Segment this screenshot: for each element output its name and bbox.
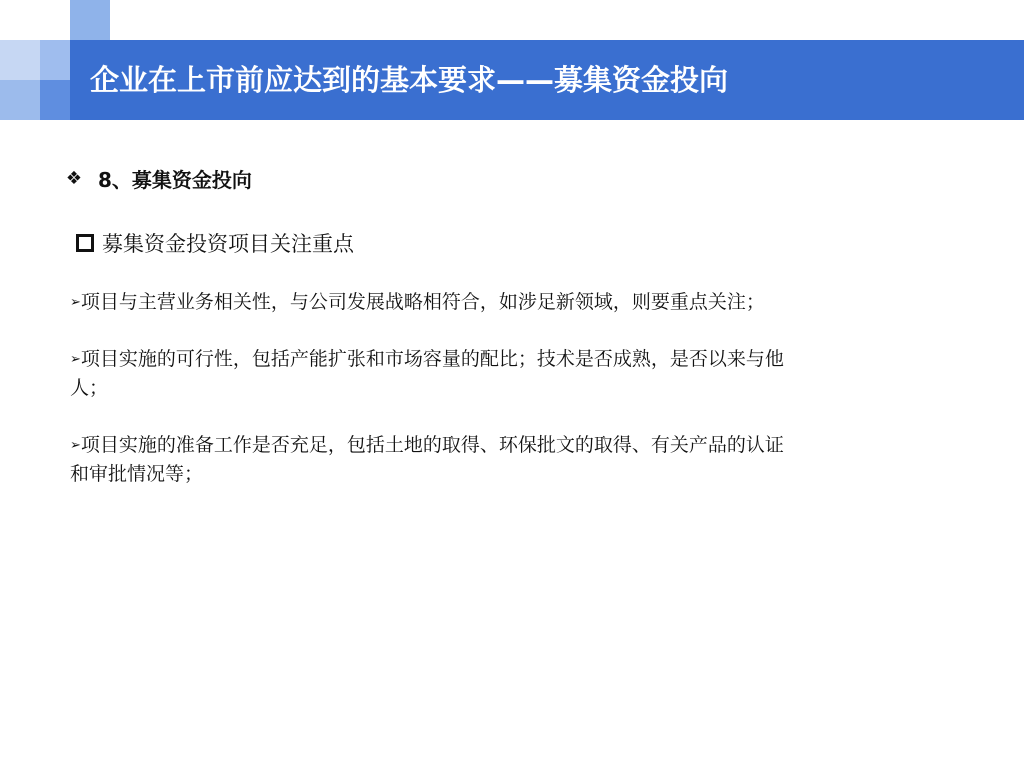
section-heading (64, 164, 252, 193)
bullet-text: 项目与主营业务相关性，与公司发展战略相符合，如涉足新领域，则要重点关注； (80, 291, 765, 313)
decorative-square (40, 80, 70, 120)
decorative-square (0, 40, 40, 80)
decorative-square (40, 40, 70, 80)
subheading (76, 228, 354, 258)
subheading-text: 募集资金投资项目关注重点 (102, 232, 354, 256)
list-item (70, 345, 802, 403)
bullet-text: 项目实施的可行性，包括产能扩张和市场容量的配比；技术是否成熟，是否以来与他人； (70, 348, 784, 399)
section-title: 8、募集资金投向 (98, 168, 252, 192)
decorative-square (70, 0, 110, 40)
slide-title: 企业在上市前应达到的基本要求——募集资金投向 (90, 63, 729, 97)
diamond-bullet-icon: ❖ (65, 168, 83, 189)
list-item (70, 431, 802, 489)
arrow-bullet-icon: ➢ (70, 352, 81, 367)
bullet-text: 项目实施的准备工作是否充足，包括土地的取得、环保批文的取得、有关产品的认证和审批情况等； (70, 434, 784, 485)
arrow-bullet-icon: ➢ (70, 438, 81, 453)
square-bullet-icon (76, 234, 94, 252)
bullet-list (70, 288, 802, 517)
list-item (70, 288, 802, 317)
arrow-bullet-icon: ➢ (70, 295, 81, 310)
decorative-square (0, 80, 40, 120)
